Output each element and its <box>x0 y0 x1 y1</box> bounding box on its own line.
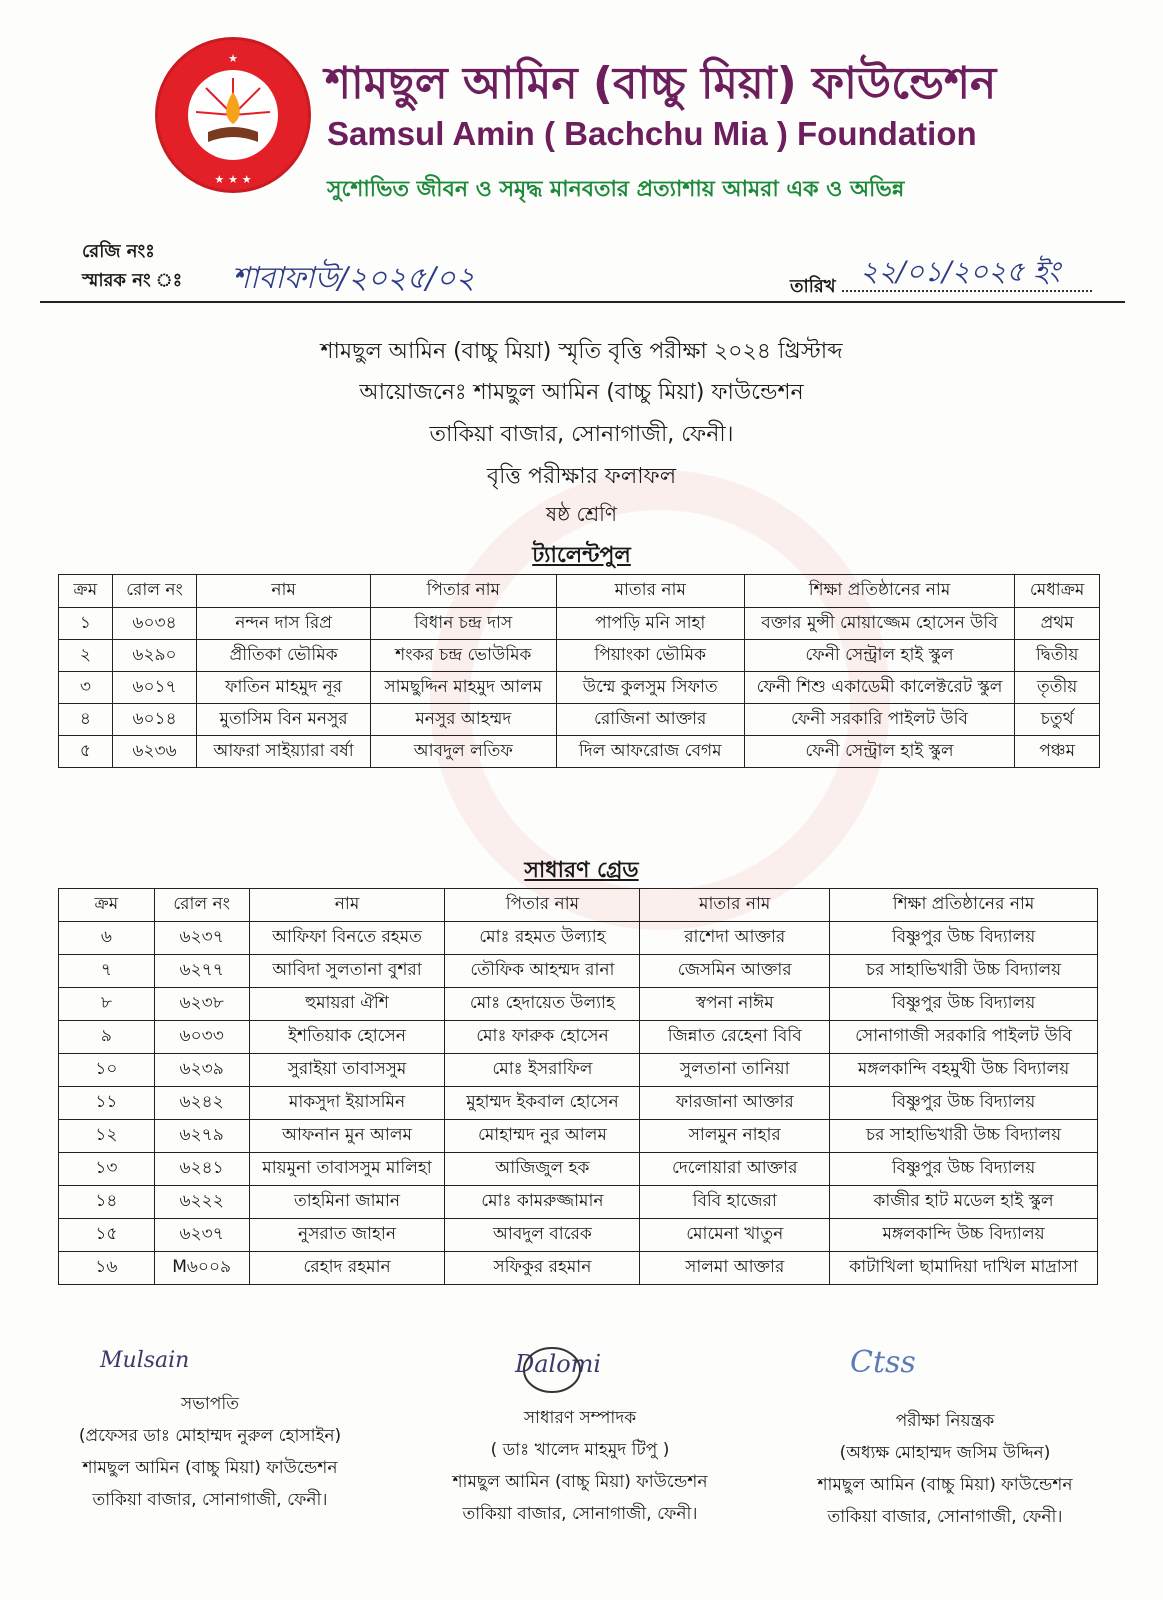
table-cell: আফিফা বিনতে রহমত <box>249 922 445 955</box>
table-row <box>59 1186 1098 1219</box>
table-row <box>59 922 1098 955</box>
table-cell: রোজিনা আক্তার <box>556 704 744 736</box>
table-cell: বিষ্ণুপুর উচ্চ বিদ্যালয় <box>830 922 1098 955</box>
table-cell: মোঃ রহমত উল্যাহ <box>445 922 640 955</box>
table-cell: তাহমিনা জামান <box>249 1186 445 1219</box>
secretary-scribble-mark <box>510 1340 610 1400</box>
col-roll: রোল নং <box>112 575 197 608</box>
table-row <box>59 672 1100 704</box>
table-row <box>59 704 1100 736</box>
table-cell: স্বপনা নাঈম <box>640 988 830 1021</box>
general-grade-table <box>58 888 1098 1285</box>
table-row <box>59 736 1100 768</box>
table-cell: আজিজুল হক <box>445 1153 640 1186</box>
table-cell: মঙ্গলকান্দি উচ্চ বিদ্যালয় <box>830 1219 1098 1252</box>
table-cell: জিন্নাত রেহেনা বিবি <box>640 1021 830 1054</box>
address-line: তাকিয়া বাজার, সোনাগাজী, ফেনী। <box>429 422 734 447</box>
date-label: তারিখ <box>790 276 836 297</box>
table-cell: পিয়াংকা ভৌমিক <box>556 640 744 672</box>
organizer-line: আয়োজনেঃ শামছুল আমিন (বাচ্চু মিয়া) ফাউন্ডেশন <box>359 380 804 405</box>
table-cell: হুমায়রা ঐশি <box>249 988 445 1021</box>
table-cell: আবদুল লতিফ <box>370 736 556 768</box>
table-cell: মুহাম্মদ ইকবাল হোসেন <box>445 1087 640 1120</box>
table-cell: ২ <box>59 640 113 672</box>
table-cell: ১৬ <box>59 1252 155 1285</box>
table-cell: ৬০৩৩ <box>154 1021 249 1054</box>
col-serial: ক্রম <box>59 575 113 608</box>
table-cell: ফেনী শিশু একাডেমী কালেক্টরেট স্কুল <box>744 672 1015 704</box>
table-row <box>59 955 1098 988</box>
table-cell: ৬২৪২ <box>154 1087 249 1120</box>
col-institution: শিক্ষা প্রতিষ্ঠানের নাম <box>744 575 1015 608</box>
table-cell: জেসমিন আক্তার <box>640 955 830 988</box>
table-cell: মোহাম্মদ নুর আলম <box>445 1120 640 1153</box>
col-name: নাম <box>249 889 445 922</box>
table-row <box>59 1087 1098 1120</box>
table-cell: ৬২৩৬ <box>112 736 197 768</box>
talentpool-table <box>58 574 1100 768</box>
table-cell: ৬২৩৭ <box>154 922 249 955</box>
table-cell: সফিকুর রহমান <box>445 1252 640 1285</box>
table-cell: পঞ্চম <box>1015 736 1100 768</box>
signatory-org: শামছুল আমিন (বাচ্চু মিয়া) ফাউন্ডেশন <box>82 1458 338 1478</box>
table-cell: মোমেনা খাতুন <box>640 1219 830 1252</box>
table-row <box>59 640 1100 672</box>
table-cell: দেলোয়ারা আক্তার <box>640 1153 830 1186</box>
signature-block-president <box>40 1388 380 1516</box>
table-cell: প্রীতিকা ভৌমিক <box>197 640 371 672</box>
table-cell: ১২ <box>59 1120 155 1153</box>
table-cell: বক্তার মুন্সী মোয়াজ্জেম হোসেন উবি <box>744 608 1015 640</box>
foundation-logo <box>158 40 308 190</box>
table-cell: বিধান চন্দ্র দাস <box>370 608 556 640</box>
table-cell: মুতাসিম বিন মনসুর <box>197 704 371 736</box>
table-cell: ৬ <box>59 922 155 955</box>
table-cell: দিল আফরোজ বেগম <box>556 736 744 768</box>
signature-block-controller <box>775 1405 1115 1533</box>
org-tagline: সুশোভিত জীবন ও সমৃদ্ধ মানবতার প্রত্যাশায় আমরা এক ও অভিন্ন <box>327 177 905 202</box>
table-cell: ৬২৩৭ <box>154 1219 249 1252</box>
table-row <box>59 608 1100 640</box>
table-row <box>59 1153 1098 1186</box>
table-cell: আফনান মুন আলম <box>249 1120 445 1153</box>
signatory-org: শামছুল আমিন (বাচ্চু মিয়া) ফাউন্ডেশন <box>452 1472 708 1492</box>
table-cell: ৭ <box>59 955 155 988</box>
table-cell: M৬০০৯ <box>154 1252 249 1285</box>
table-cell: মায়মুনা তাবাসসুম মালিহা <box>249 1153 445 1186</box>
signatory-title: পরীক্ষা নিয়ন্ত্রক <box>895 1411 995 1431</box>
table-cell: ৬২২২ <box>154 1186 249 1219</box>
table-cell: কাটাখিলা ছামাদিয়া দাখিল মাদ্রাসা <box>830 1252 1098 1285</box>
table-row <box>59 1021 1098 1054</box>
signatory-place: তাকিয়া বাজার, সোনাগাজী, ফেনী। <box>462 1504 698 1524</box>
table-cell: ৬২৩৯ <box>154 1054 249 1087</box>
table-cell: আবিদা সুলতানা বুশরা <box>249 955 445 988</box>
table-cell: ১৫ <box>59 1219 155 1252</box>
table-cell: রেহাদ রহমান <box>249 1252 445 1285</box>
col-mother: মাতার নাম <box>556 575 744 608</box>
table-cell: মোঃ কামরুজ্জামান <box>445 1186 640 1219</box>
table-cell: ১০ <box>59 1054 155 1087</box>
table-cell: দ্বিতীয় <box>1015 640 1100 672</box>
president-signature: Mulsain <box>100 1348 190 1373</box>
org-name-bengali: শামছুল আমিন (বাচ্চু মিয়া) ফাউন্ডেশন <box>325 58 997 109</box>
table-cell: রাশেদা আক্তার <box>640 922 830 955</box>
table-cell: তৌফিক আহম্মদ রানা <box>445 955 640 988</box>
table-row <box>59 1120 1098 1153</box>
table-cell: তৃতীয় <box>1015 672 1100 704</box>
signatory-place: তাকিয়া বাজার, সোনাগাজী, ফেনী। <box>827 1507 1063 1527</box>
table-cell: উম্মে কুলসুম সিফাত <box>556 672 744 704</box>
table-cell: ৬২৪১ <box>154 1153 249 1186</box>
table-cell: ৩ <box>59 672 113 704</box>
table-cell: ফেনী সেন্ট্রাল হাই স্কুল <box>744 640 1015 672</box>
date-value: ২২/০১/২০২৫ ইং <box>860 255 1060 288</box>
signatory-name: (প্রফেসর ডাঃ মোহাম্মদ নুরুল হোসাইন) <box>78 1426 342 1446</box>
table-cell: সুরাইয়া তাবাসসুম <box>249 1054 445 1087</box>
secretary-signature: Dalomi <box>515 1350 602 1378</box>
table-cell: মাকসুদা ইয়াসমিন <box>249 1087 445 1120</box>
table-cell: ফেনী সেন্ট্রাল হাই স্কুল <box>744 736 1015 768</box>
table-header-row <box>59 889 1098 922</box>
table-cell: ৬২৩৮ <box>154 988 249 1021</box>
signatory-org: শামছুল আমিন (বাচ্চু মিয়া) ফাউন্ডেশন <box>817 1475 1073 1495</box>
table-cell: ১১ <box>59 1087 155 1120</box>
table-cell: বিষ্ণুপুর উচ্চ বিদ্যালয় <box>830 1087 1098 1120</box>
table-cell: ৬২৭৯ <box>154 1120 249 1153</box>
header-divider <box>40 301 1125 303</box>
table-header-row <box>59 575 1100 608</box>
signatory-name: (অধ্যক্ষ মোহাম্মদ জসিম উদ্দিন) <box>839 1443 1051 1463</box>
table-cell: পাপড়ি মনি সাহা <box>556 608 744 640</box>
svg-text:★ ★ ★: ★ ★ ★ <box>214 173 252 186</box>
table-cell: ৬২৭৭ <box>154 955 249 988</box>
table-cell: মোঃ ইসরাফিল <box>445 1054 640 1087</box>
talentpool-heading: ট্যালেন্টপুল <box>532 543 631 568</box>
table-cell: বিষ্ণুপুর উচ্চ বিদ্যালয় <box>830 1153 1098 1186</box>
table-cell: ১৩ <box>59 1153 155 1186</box>
org-name-english: Samsul Amin ( Bachchu Mia ) Foundation <box>327 115 977 152</box>
table-cell: সালমা আক্তার <box>640 1252 830 1285</box>
table-row <box>59 1219 1098 1252</box>
exam-title: শামছুল আমিন (বাচ্চু মিয়া) স্মৃতি বৃত্তি পরীক্ষা ২০২৪ খ্রিস্টাব্দ <box>320 339 843 364</box>
table-row <box>59 1054 1098 1087</box>
memo-value: শাবাফাউ/২০২৫/০২ <box>232 261 476 296</box>
table-row <box>59 1252 1098 1285</box>
table-cell: প্রথম <box>1015 608 1100 640</box>
table-cell: ৬২৯০ <box>112 640 197 672</box>
col-father: পিতার নাম <box>445 889 640 922</box>
col-roll: রোল নং <box>154 889 249 922</box>
table-cell: ফারজানা আক্তার <box>640 1087 830 1120</box>
table-cell: চর সাহাভিখারী উচ্চ বিদ্যালয় <box>830 955 1098 988</box>
col-name: নাম <box>197 575 371 608</box>
table-cell: ইশতিয়াক হোসেন <box>249 1021 445 1054</box>
table-cell: মঙ্গলকান্দি বহমুখী উচ্চ বিদ্যালয় <box>830 1054 1098 1087</box>
class-title: ষষ্ঠ শ্রেণি <box>546 502 617 526</box>
table-cell: ৯ <box>59 1021 155 1054</box>
memo-label: স্মারক নং ঃ <box>82 270 183 291</box>
table-cell: বিষ্ণুপুর উচ্চ বিদ্যালয় <box>830 988 1098 1021</box>
table-cell: ১ <box>59 608 113 640</box>
signature-block-secretary <box>410 1402 750 1530</box>
col-serial: ক্রম <box>59 889 155 922</box>
table-cell: মোঃ হেদায়েত উল্যাহ <box>445 988 640 1021</box>
table-cell: ১৪ <box>59 1186 155 1219</box>
svg-text:★: ★ <box>228 52 238 65</box>
col-mother: মাতার নাম <box>640 889 830 922</box>
table-cell: আবদুল বারেক <box>445 1219 640 1252</box>
table-cell: ৬০১৭ <box>112 672 197 704</box>
table-cell: ৫ <box>59 736 113 768</box>
controller-signature: Ctss <box>850 1345 916 1380</box>
table-cell: চর সাহাভিখারী উচ্চ বিদ্যালয় <box>830 1120 1098 1153</box>
table-cell: সোনাগাজী সরকারি পাইলট উবি <box>830 1021 1098 1054</box>
table-cell: ৬০৩৪ <box>112 608 197 640</box>
table-cell: চতুর্থ <box>1015 704 1100 736</box>
signatory-title: সাধারণ সম্পাদক <box>523 1408 637 1428</box>
table-cell: সালমুন নাহার <box>640 1120 830 1153</box>
result-title: বৃত্তি পরীক্ষার ফলাফল <box>486 464 677 489</box>
table-cell: ফেনী সরকারি পাইলট উবি <box>744 704 1015 736</box>
col-institution: শিক্ষা প্রতিষ্ঠানের নাম <box>830 889 1098 922</box>
table-cell: আফরা সাইয়্যারা বর্ষা <box>197 736 371 768</box>
table-cell: কাজীর হাট মডেল হাই স্কুল <box>830 1186 1098 1219</box>
table-row <box>59 988 1098 1021</box>
signatory-name: ( ডাঃ খালেদ মাহমুদ টিপু ) <box>490 1440 670 1460</box>
table-cell: শংকর চন্দ্র ভোউমিক <box>370 640 556 672</box>
table-cell: সুলতানা তানিয়া <box>640 1054 830 1087</box>
table-cell: সামছুদ্দিন মাহমুদ আলম <box>370 672 556 704</box>
table-cell: মোঃ ফারুক হোসেন <box>445 1021 640 1054</box>
table-cell: নুসরাত জাহান <box>249 1219 445 1252</box>
general-grade-heading: সাধারণ গ্রেড <box>524 858 639 883</box>
table-cell: ফাতিন মাহমুদ নূর <box>197 672 371 704</box>
signatory-title: সভাপতি <box>181 1394 239 1414</box>
table-cell: নন্দন দাস রিপ্র <box>197 608 371 640</box>
table-cell: ৬০১৪ <box>112 704 197 736</box>
table-cell: বিবি হাজেরা <box>640 1186 830 1219</box>
table-cell: ৮ <box>59 988 155 1021</box>
col-merit: মেধাক্রম <box>1015 575 1100 608</box>
table-cell: মনসুর আহম্মদ <box>370 704 556 736</box>
signatory-place: তাকিয়া বাজার, সোনাগাজী, ফেনী। <box>92 1490 328 1510</box>
col-father: পিতার নাম <box>370 575 556 608</box>
reg-label: রেজি নংঃ <box>82 241 155 262</box>
table-cell: ৪ <box>59 704 113 736</box>
